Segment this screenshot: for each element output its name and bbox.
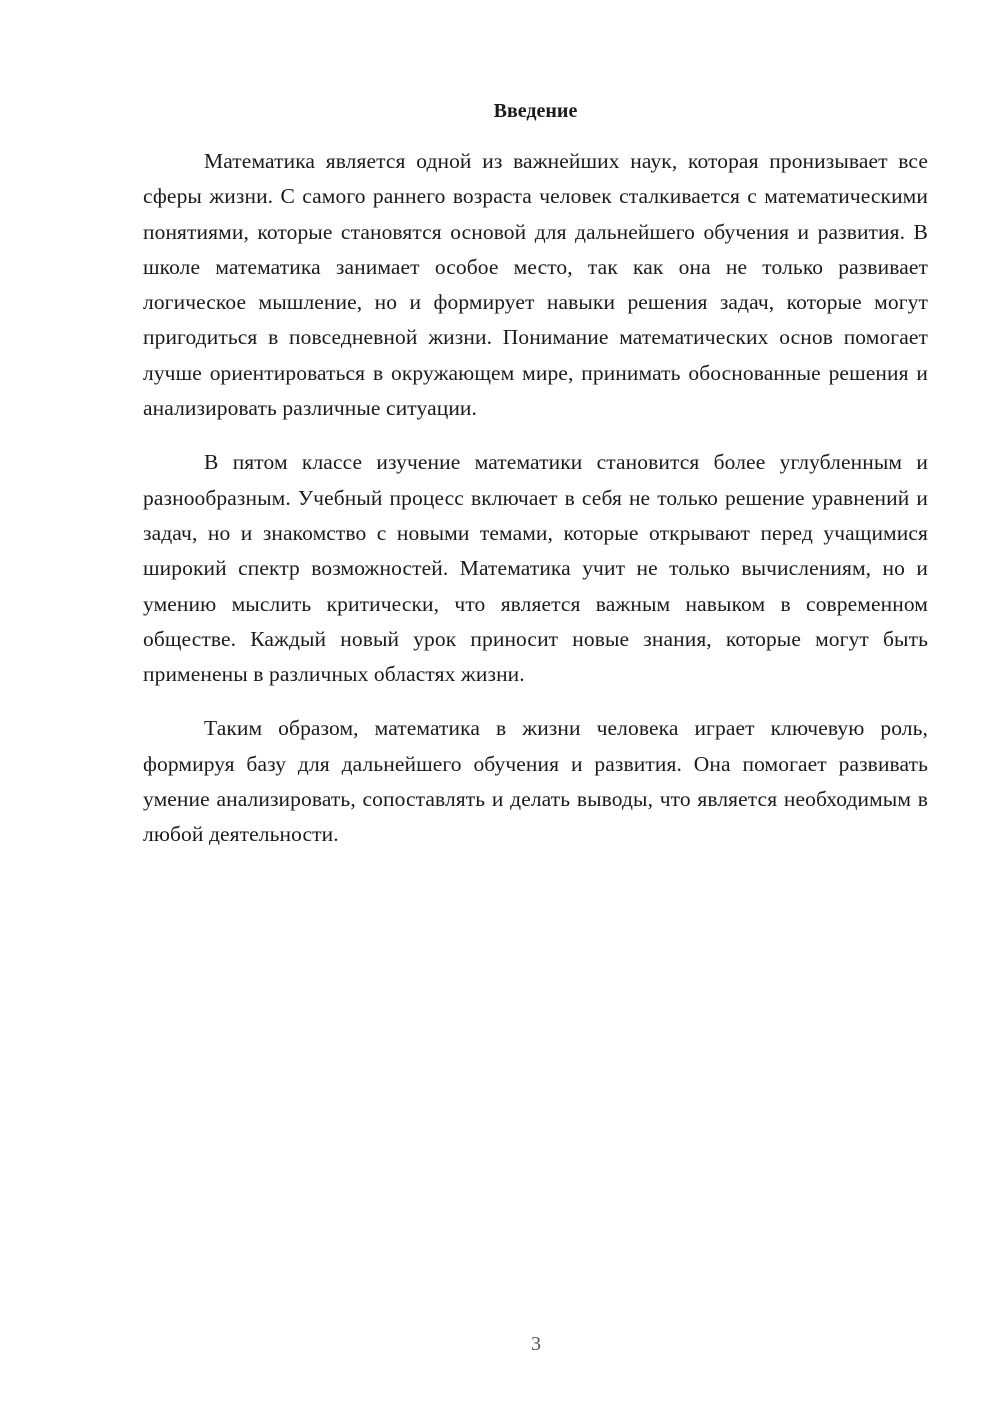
section-heading: Введение <box>493 100 578 122</box>
paragraph-2: В пятом классе изучение математики становится более углубленным и разнообразным. Учебный процесс включает в себя не только решение уравнений и задач, но и знакомство с новыми темами, которые открывают перед учащимися широкий спектр возможностей. Математика учит не только вычислениям, но и умению мыслить критически, что является важным навыком в современном обществе. Каждый новый урок приносит новые знания, которые могут быть применены в различных областях жизни. <box>143 450 928 687</box>
page-content <box>143 96 928 872</box>
paragraph-3: Таким образом, математика в жизни человека играет ключевую роль, формируя базу для дальнейшего обучения и развития. Она помогает развивать умение анализировать, сопоставлять и делать выводы, что является необходимым в любой деятельности. <box>143 716 928 847</box>
page-number: 3 <box>531 1333 541 1355</box>
paragraph-1: Математика является одной из важнейших наук, которая пронизывает все сферы жизни. С самого раннего возраста человек сталкивается с математическими понятиями, которые становятся основой для дальнейшего обучения и развития. В школе математика занимает особое место, так как она не только развивает логическое мышление, но и формирует навыки решения задач, которые могут пригодиться в повседневной жизни. Понимание математических основ помогает лучше ориентироваться в окружающем мире, принимать обоснованные решения и анализировать различные ситуации. <box>143 149 928 421</box>
